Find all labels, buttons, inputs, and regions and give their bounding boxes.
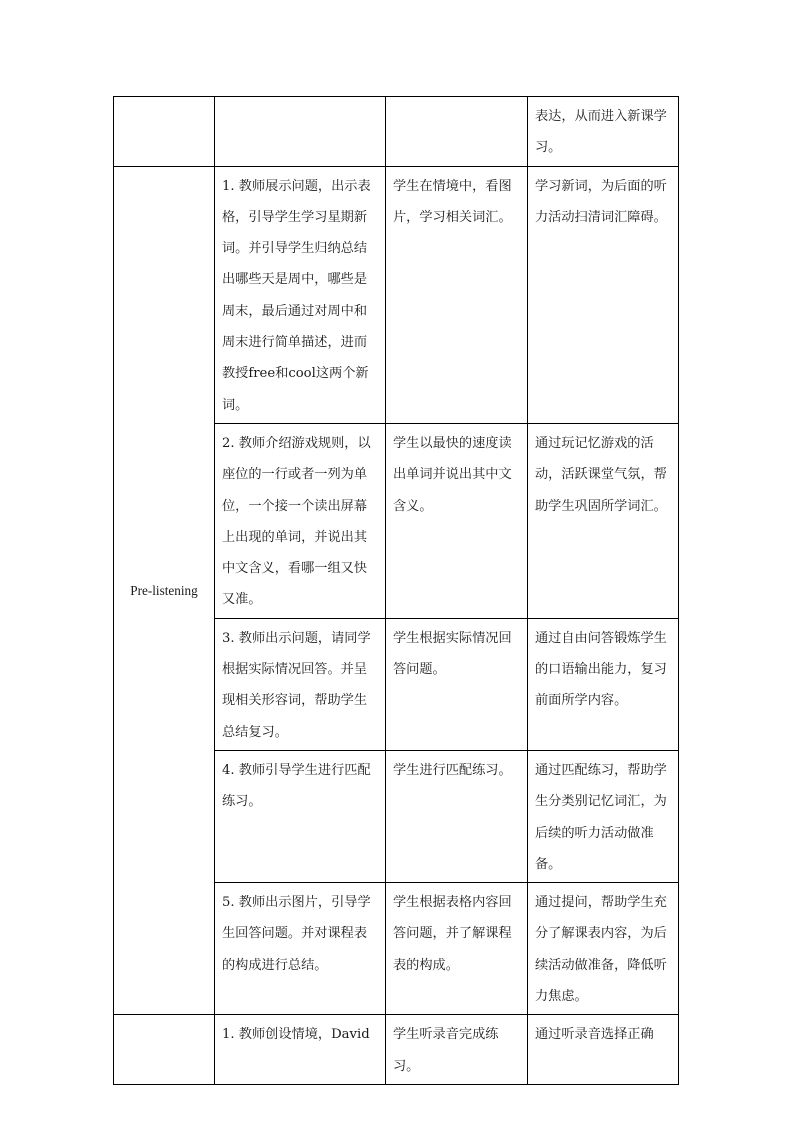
design-purpose-cell: 表达，从而进入新课学习。 bbox=[528, 97, 679, 167]
lesson-plan-table bbox=[113, 96, 679, 1085]
student-activity-cell: 学生根据表格内容回答问题，并了解课程表的构成。 bbox=[386, 883, 528, 1015]
teacher-activity-cell: 1. 教师创设情境，David bbox=[215, 1015, 386, 1085]
design-purpose-cell: 通过提问，帮助学生充分了解课表内容，为后续活动做准备，降低听力焦虑。 bbox=[528, 883, 679, 1015]
design-purpose-cell: 通过听录音选择正确 bbox=[528, 1015, 679, 1085]
stage-cell-pre-listening: Pre-listening bbox=[114, 166, 215, 1015]
stage-cell-next bbox=[114, 1015, 215, 1085]
table-row-continued bbox=[114, 97, 679, 167]
stage-cell-continued bbox=[114, 97, 215, 167]
teacher-activity-cell: 4. 教师引导学生进行匹配练习。 bbox=[215, 750, 386, 882]
teacher-activity-cell: 1. 教师展示问题，出示表格，引导学生学习星期新词。并引导学生归纳总结出哪些天是周中，哪些是周末，最后通过对周中和周末进行简单描述，进而教授free和cool这两个新词。 bbox=[215, 166, 386, 423]
student-activity-cell: 学生在情境中，看图片，学习相关词汇。 bbox=[386, 166, 528, 423]
student-activity-cell: 学生听录音完成练习。 bbox=[386, 1015, 528, 1085]
student-activity-cell: 学生进行匹配练习。 bbox=[386, 750, 528, 882]
teacher-activity-cell: 3. 教师出示问题，请同学根据实际情况回答。并呈现相关形容词，帮助学生总结复习。 bbox=[215, 618, 386, 750]
design-purpose-cell: 学习新词，为后面的听力活动扫清词汇障碍。 bbox=[528, 166, 679, 423]
table-row-pre-listening-1 bbox=[114, 166, 679, 423]
teacher-activity-cell: 2. 教师介绍游戏规则，以座位的一行或者一列为单位，一个接一个读出屏幕上出现的单词，并说出其中文含义，看哪一组又快又准。 bbox=[215, 423, 386, 618]
teacher-activity-cell bbox=[215, 97, 386, 167]
table-row-next bbox=[114, 1015, 679, 1085]
student-activity-cell bbox=[386, 97, 528, 167]
student-activity-cell: 学生根据实际情况回答问题。 bbox=[386, 618, 528, 750]
design-purpose-cell: 通过匹配练习，帮助学生分类别记忆词汇，为后续的听力活动做准备。 bbox=[528, 750, 679, 882]
student-activity-cell: 学生以最快的速度读出单词并说出其中文含义。 bbox=[386, 423, 528, 618]
design-purpose-cell: 通过玩记忆游戏的活动，活跃课堂气氛，帮助学生巩固所学词汇。 bbox=[528, 423, 679, 618]
teacher-activity-cell: 5. 教师出示图片，引导学生回答问题。并对课程表的构成进行总结。 bbox=[215, 883, 386, 1015]
design-purpose-cell: 通过自由问答锻炼学生的口语输出能力，复习前面所学内容。 bbox=[528, 618, 679, 750]
